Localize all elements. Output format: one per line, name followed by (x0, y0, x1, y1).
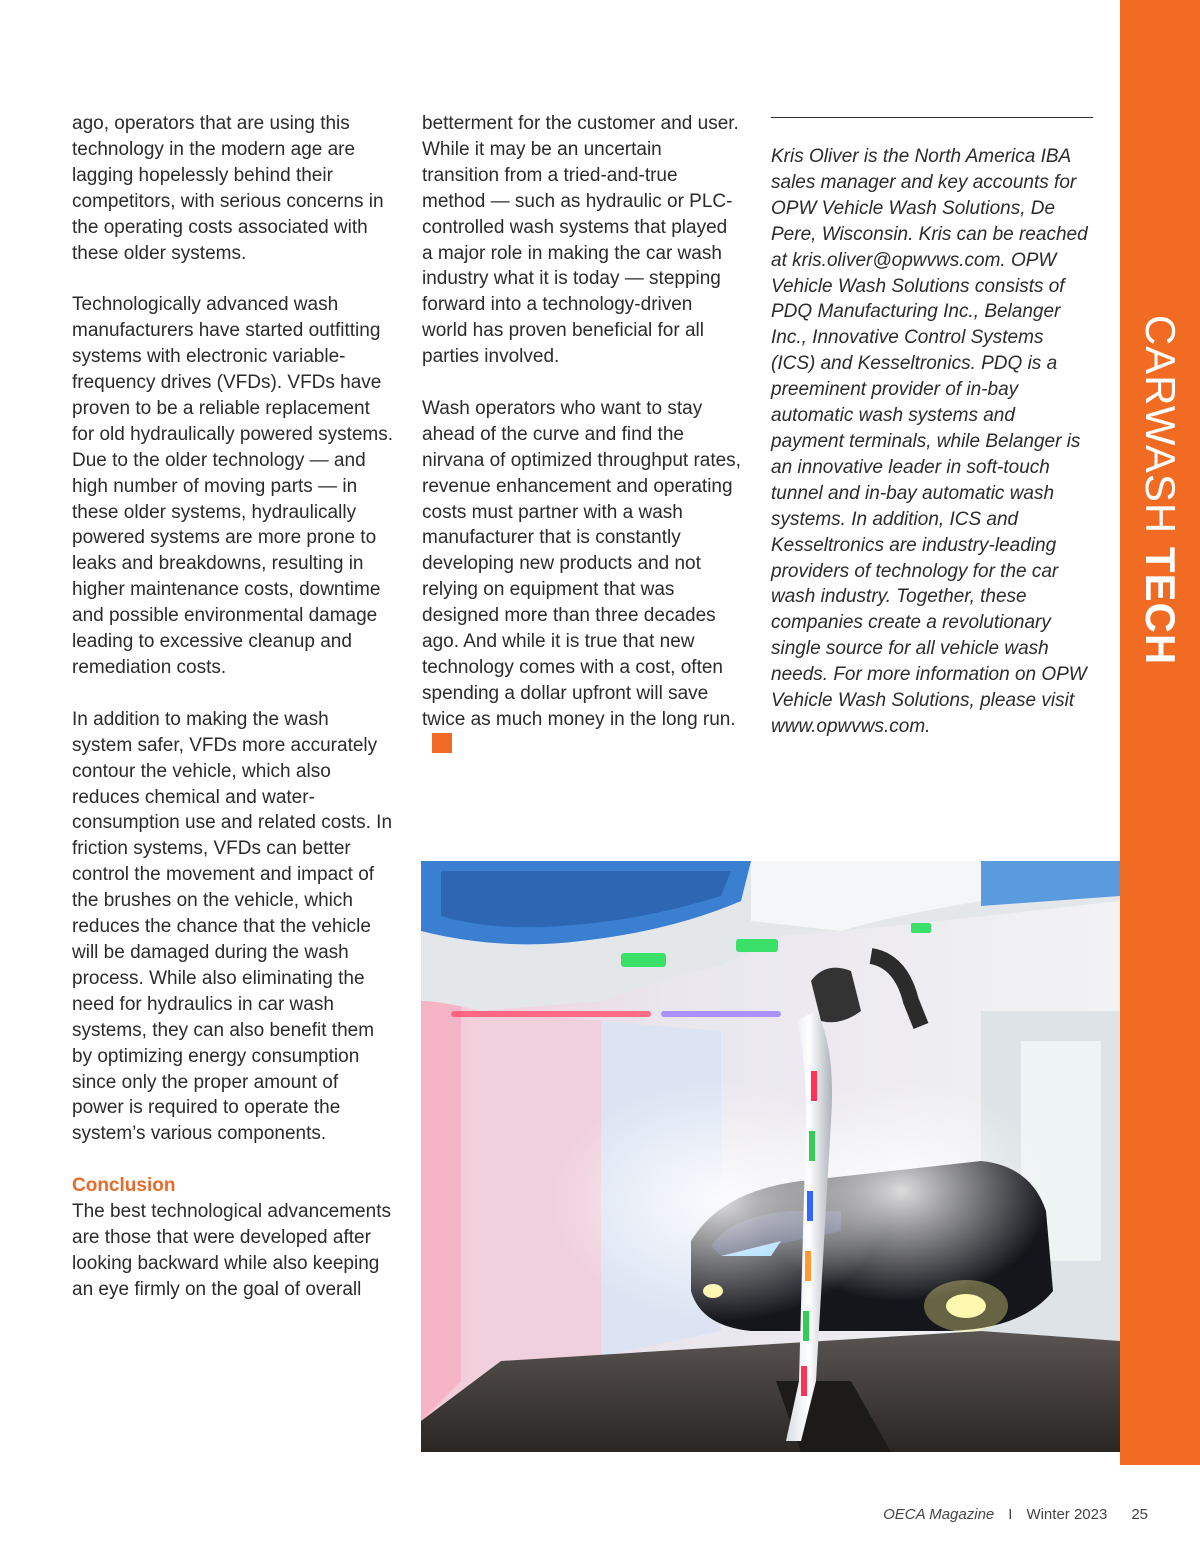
page-number: 25 (1131, 1506, 1148, 1523)
paragraph: Technologically advanced wash manufacturers have started outfitting systems with electronic variable-frequency drives (VFDs). VFDs have proven to be a reliable replacement for old hydraulically powered systems. Due to the older technology — and high number of moving parts — in these older systems, hydraulically powered systems are more prone to leaks and breakdowns, resulting in higher maintenance costs, downtime and possible environmental damage leading to excessive cleanup and remediation costs. (72, 294, 394, 679)
footer-separator: I (1008, 1506, 1013, 1523)
magazine-name: OECA Magazine (883, 1506, 995, 1523)
conclusion-text: The best technological advancements are those that were developed after looking backward while also keeping an eye firmly on the goal of overall (72, 1201, 391, 1300)
issue-date: Winter 2023 (1026, 1506, 1108, 1523)
paragraph: In addition to making the wash system safer, VFDs more accurately contour the vehicle, which also reduces chemical and water-consumption use and related costs. In friction systems, VFDs can better control the movement and impact of the brushes on the vehicle, which reduces the chance that the vehicle will be damaged during the wash process. While also eliminating the need for hydraulics in car wash systems, they can also benefit them by optimizing energy consumption since only the proper amount of power is required to operate the system’s various components. (72, 708, 393, 1145)
author-bio: Kris Oliver is the North America IBA sales manager and key accounts for OPW Vehicle Wash Solutions, De Pere, Wisconsin. Kris can be reached at kris.oliver@opwvws.com. OPW Vehicle Wash Solutions consists of PDQ Manufacturing Inc., Belanger Inc., Innovative Control Systems (ICS) and Kesseltronics. PDQ is a preeminent provider of in-bay automatic wash systems and payment terminals, while Belanger is an innovative leader in soft-touch tunnel and in-bay automatic wash systems. In addition, ICS and Kesseltronics are industry-leading providers of technology for the car wash industry. Together, these companies create a revolutionary single source for all vehicle wash needs. For more information on OPW Vehicle Wash Solutions, please visit www.opwvws.com. (771, 146, 1088, 737)
conclusion-heading: Conclusion (72, 1175, 176, 1197)
paragraph: betterment for the customer and user. While it may be an uncertain transition from a tried-and-true method — such as hydraulic or PLC-controlled wash systems that played a major role in making the car wash industry what it is today — stepping forward into a technology-driven world has proven beneficial for all parties involved. (422, 113, 739, 368)
paragraph: ago, operators that are using this technology in the modern age are lagging hopelessly behind their competitors, with serious concerns in the operating costs associated with these older systems. (72, 113, 384, 264)
conclusion-section (72, 1173, 394, 1303)
page-footer (883, 1506, 1148, 1523)
paragraph-final (422, 396, 742, 759)
car-wash-photo (421, 861, 1120, 1452)
article-column-2 (422, 111, 742, 785)
section-tab (1120, 0, 1200, 1465)
author-bio-column (771, 111, 1093, 766)
section-label-bold: TECH (1137, 546, 1184, 666)
bio-divider (771, 117, 1093, 118)
paragraph-text: Wash operators who want to stay ahead of the curve and find the nirvana of optimized throughput rates, revenue enhancement and operating costs must partner with a wash manufacturer that is constantly developing new products and not relying on equipment that was designed more than three decades ago. And while it is true that new technology comes with a cost, often spending a dollar upfront will save twice as much money in the long run. (422, 397, 741, 730)
section-label-light: CARWASH (1137, 314, 1184, 547)
end-of-article-square-icon (432, 733, 452, 753)
section-label (1136, 315, 1184, 665)
article-column-1 (72, 111, 394, 1329)
